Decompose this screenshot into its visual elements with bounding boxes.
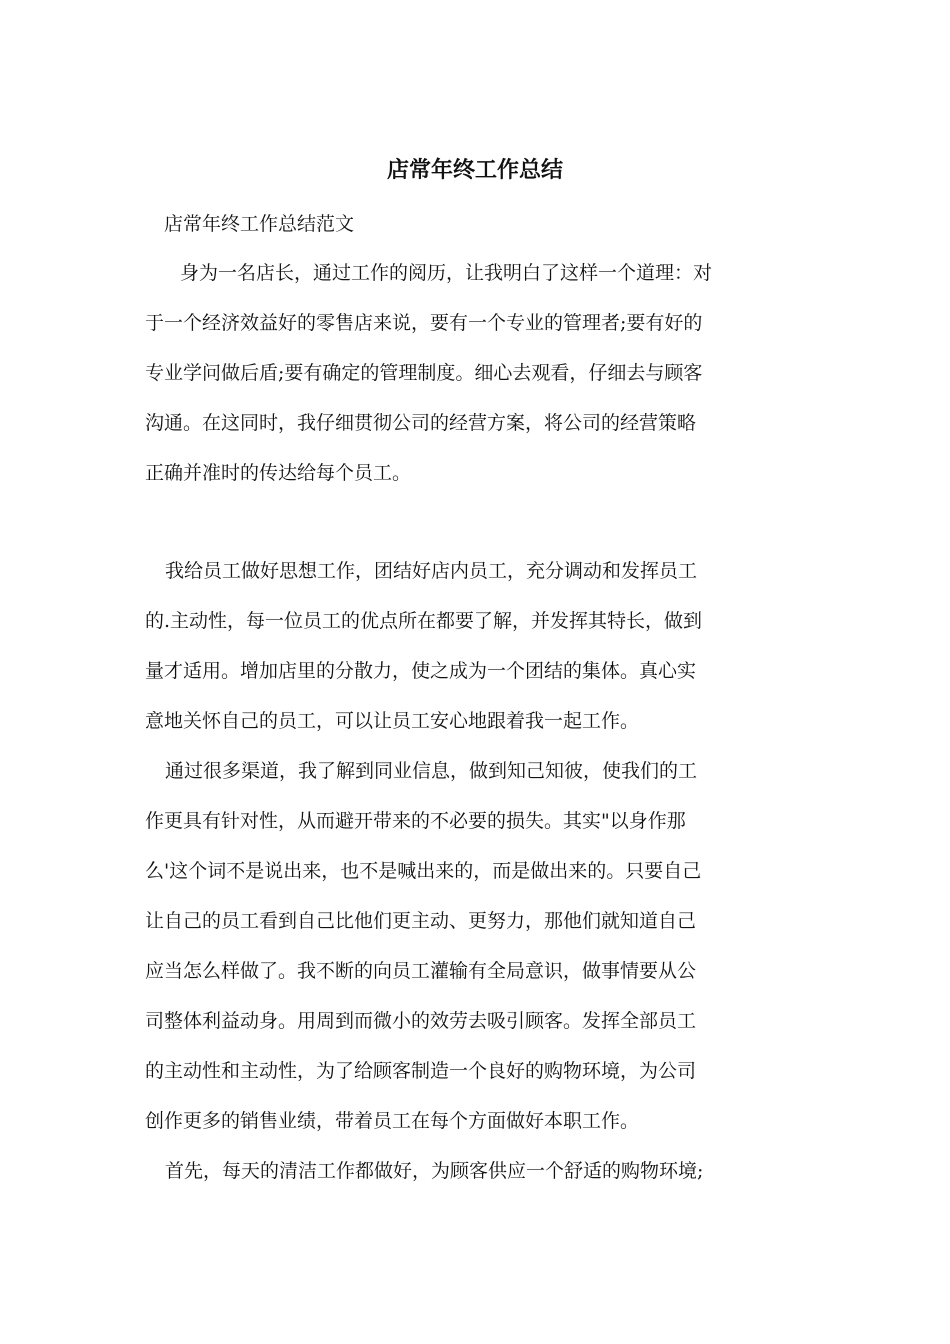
text-line: 创作更多的销售业绩，带着员工在每个方面做好本职工作。 xyxy=(145,1110,640,1132)
text-line: 通过很多渠道，我了解到同业信息，做到知己知彼，使我们的工 xyxy=(165,760,698,782)
text-line: 专业学问做后盾;要有确定的管理制度。细心去观看，仔细去与顾客 xyxy=(145,362,703,384)
text-line: 正确并准时的传达给每个员工。 xyxy=(145,462,412,484)
text-line: 意地关怀自己的员工，可以让员工安心地跟着我一起工作。 xyxy=(145,710,640,732)
document-subtitle: 店常年终工作总结范文 xyxy=(164,213,355,235)
text-line: 首先，每天的清洁工作都做好，为顾客供应一个舒适的购物环境; xyxy=(165,1160,704,1182)
text-line: 身为一名店长，通过工作的阅历，让我明白了这样一个道理：对 xyxy=(180,262,713,284)
text-line: 么'这个词不是说出来，也不是喊出来的，而是做出来的。只要自己 xyxy=(145,860,702,882)
text-line: 沟通。在这同时，我仔细贯彻公司的经营方案，将公司的经营策略 xyxy=(145,412,697,434)
text-line: 应当怎么样做了。我不断的向员工灌输有全局意识，做事情要从公 xyxy=(145,960,697,982)
text-line: 让自己的员工看到自己比他们更主动、更努力，那他们就知道自己 xyxy=(145,910,697,932)
text-line: 司整体利益动身。用周到而微小的效劳去吸引顾客。发挥全部员工 xyxy=(145,1010,697,1032)
text-line: 的主动性和主动性，为了给顾客制造一个良好的购物环境，为公司 xyxy=(145,1060,697,1082)
text-line: 于一个经济效益好的零售店来说，要有一个专业的管理者;要有好的 xyxy=(145,312,703,334)
document-title: 店常年终工作总结 xyxy=(386,157,563,183)
text-line: 我给员工做好思想工作，团结好店内员工，充分调动和发挥员工 xyxy=(165,560,698,582)
text-line: 量才适用。增加店里的分散力，使之成为一个团结的集体。真心实 xyxy=(145,660,697,682)
text-line: 的.主动性，每一位员工的优点所在都要了解，并发挥其特长，做到 xyxy=(145,610,703,632)
text-line: 作更具有针对性，从而避开带来的不必要的损失。其实"以身作那 xyxy=(145,810,686,832)
